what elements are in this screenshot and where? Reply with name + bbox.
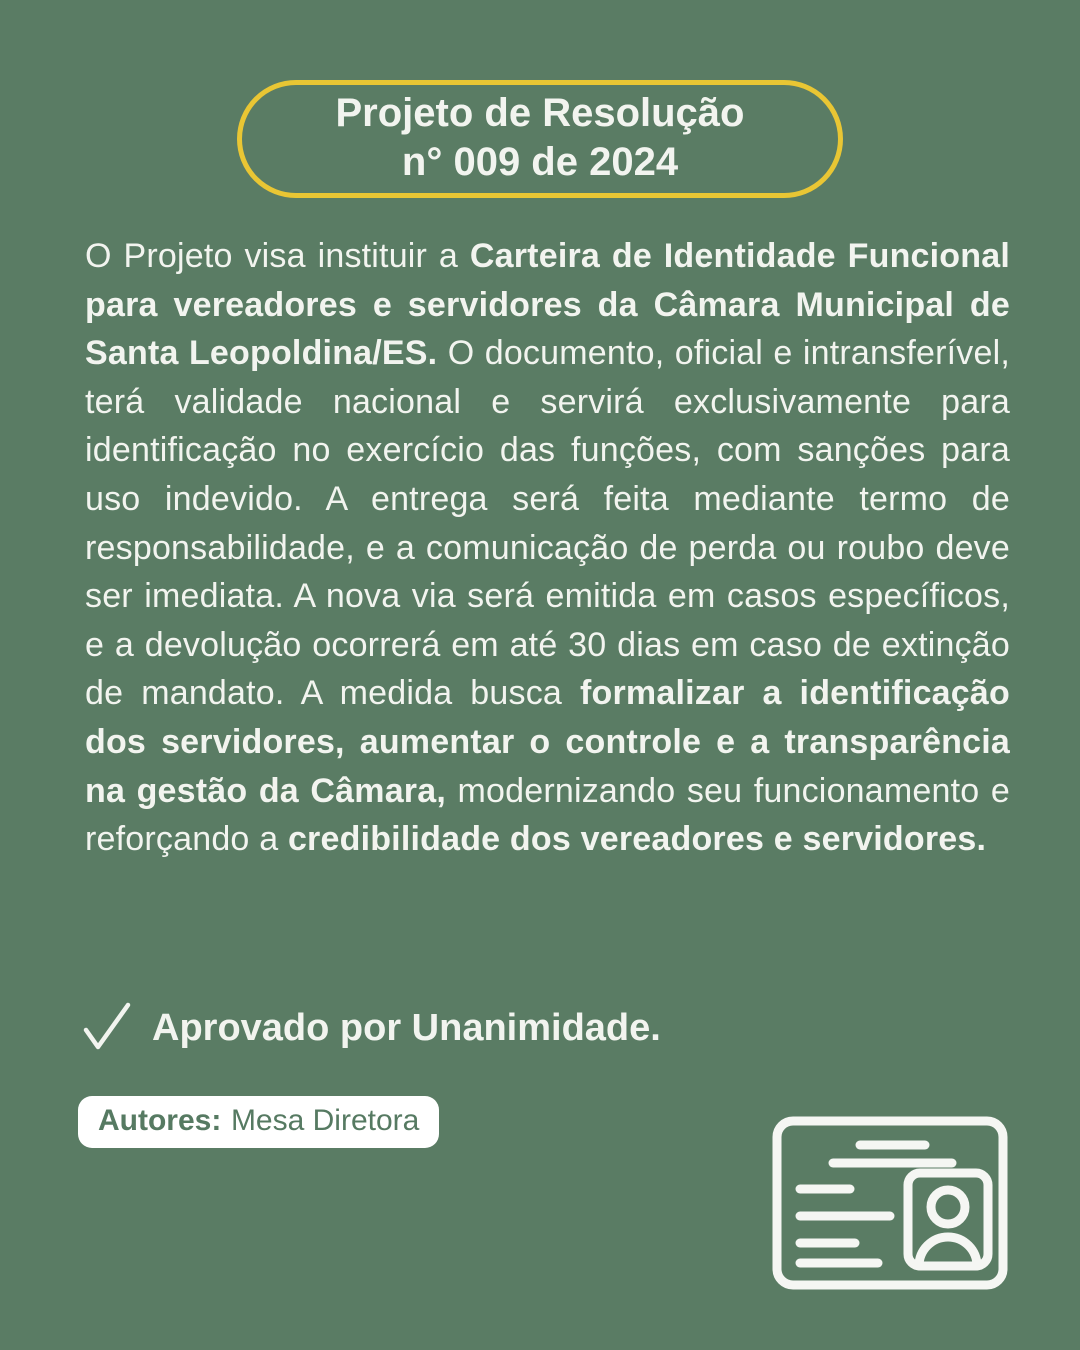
authors-value: Mesa Diretora [230,1104,420,1137]
approval-text: Aprovado por Unanimidade. [152,1006,661,1049]
id-card-icon [772,1116,1008,1290]
body-text-regular: O Projeto visa instituir a [85,237,470,275]
authors-badge [78,1096,439,1148]
title-line-1: Projeto de Resolução [335,91,745,135]
body-text-bold: Carteira de Identidade Funcional para vereadores e servidores da Câmara Municipal de Santa Leopoldina/ES. [85,237,1010,373]
body-text-regular: O documento, oficial e intransferível, terá validade nacional e servirá exclusivamente para identificação no exercício das funções, com sanções para uso indevido. A entrega será feita mediante termo de responsabilidade, e a comunicação de perda ou roubo deve ser imediata. A nova via será emitida em casos específicos, e a devolução ocorrerá em até 30 dias em caso de extinção de mandato. A medida busca [85,334,1010,713]
body-text-bold: formalizar a identificação dos servidores, aumentar o controle e a transparência na gestão da Câmara, [85,674,1010,810]
check-icon [80,1000,134,1056]
body-paragraph [85,232,1010,864]
title-line-2: n° 009 de 2024 [401,140,679,184]
body-text-regular: modernizando seu funcionamento e reforçando a [85,771,1010,859]
approval-line [80,1000,661,1056]
body-text-bold: credibilidade dos vereadores e servidores. [287,820,987,859]
authors-label: Autores: [98,1104,222,1137]
title-badge [237,80,843,198]
